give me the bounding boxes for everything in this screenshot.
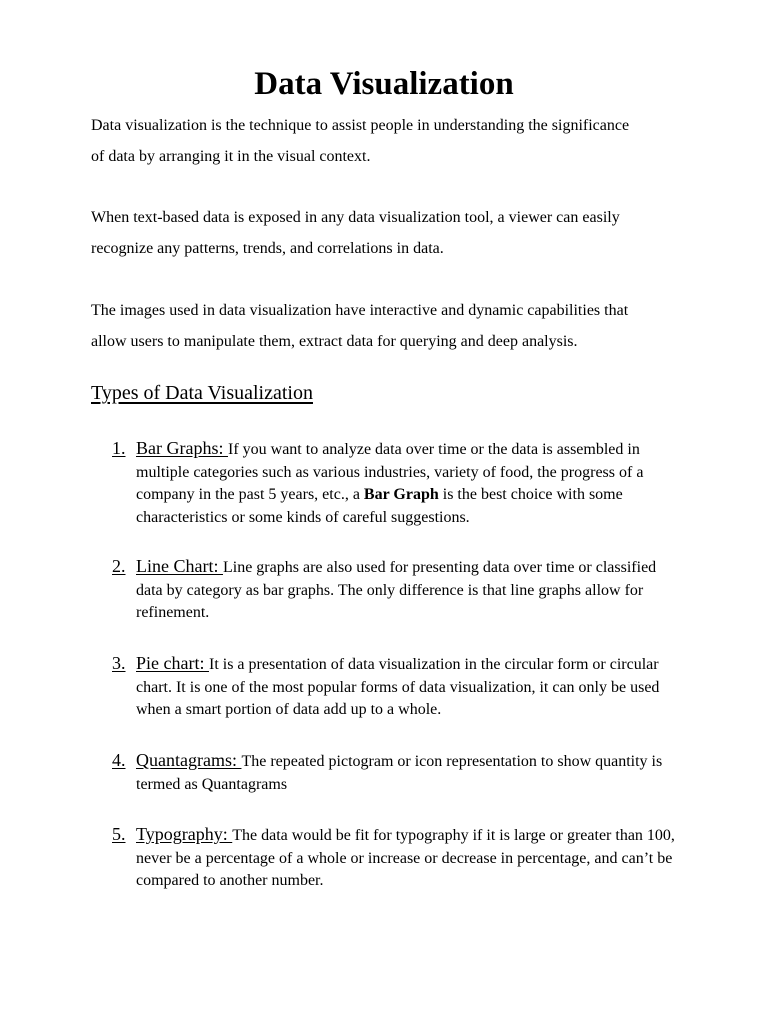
list-item-term: Pie chart:	[136, 653, 209, 673]
list-item-number: 4.	[112, 750, 126, 770]
list-item-body	[136, 437, 681, 529]
paragraph-line: allow users to manipulate them, extract data for querying and deep analysis.	[91, 333, 578, 350]
list-item-text: The repeated pictogram or icon representation to show quantity is termed as Quantagrams	[136, 753, 663, 793]
list-item-text: It is a presentation of data visualization in the circular form or circular chart. It is one of the most popular forms of data visualization, it can only be used when a smart portion of data add up to a whole.	[136, 656, 660, 718]
list-item-body	[136, 823, 681, 893]
paragraph-line: When text-based data is exposed in any data visualization tool, a viewer can easily	[91, 209, 620, 226]
list-item-text: is the best choice with some characteristics or some kinds of careful suggestions.	[136, 486, 623, 526]
list-item-number: 1.	[112, 438, 126, 458]
intro-paragraph	[91, 110, 691, 172]
list-item-number: 3.	[112, 653, 126, 673]
list-item-text: If you want to analyze data over time or the data is assembled in multiple categories such as various industries, variety of food, the progress of a company in the past 5 years, etc., a	[136, 441, 644, 503]
list-item-number: 5.	[112, 824, 126, 844]
section-heading: Types of Data Visualization	[91, 382, 313, 404]
list-item-body	[136, 555, 681, 625]
paragraph-line: The images used in data visualization have interactive and dynamic capabilities that	[91, 302, 629, 319]
paragraph-line: recognize any patterns, trends, and correlations in data.	[91, 240, 444, 257]
paragraph-line: Data visualization is the technique to assist people in understanding the significance	[91, 117, 630, 134]
images-paragraph	[91, 295, 691, 357]
document-title: Data Visualization	[254, 66, 514, 102]
list-item-text: The data would be fit for typography if it is large or greater than 100, never be a percentage of a whole or increase or decrease in percentage, and can’t be compared to another number.	[136, 827, 675, 889]
tool-paragraph	[91, 202, 691, 264]
paragraph-line: of data by arranging it in the visual context.	[91, 148, 371, 165]
list-item-text: Line graphs are also used for presenting data over time or classified data by category as bar graphs. The only difference is that line graphs allow for refinement.	[136, 559, 657, 621]
list-item-bold-text: Bar Graph	[363, 486, 439, 503]
list-item-term: Line Chart:	[136, 556, 223, 576]
list-item-body	[136, 749, 681, 796]
list-item-number: 2.	[112, 556, 126, 576]
list-item-term: Bar Graphs:	[136, 438, 228, 458]
list-item-term: Quantagrams:	[136, 750, 242, 770]
list-item-term: Typography:	[136, 824, 233, 844]
list-item-body	[136, 652, 681, 722]
